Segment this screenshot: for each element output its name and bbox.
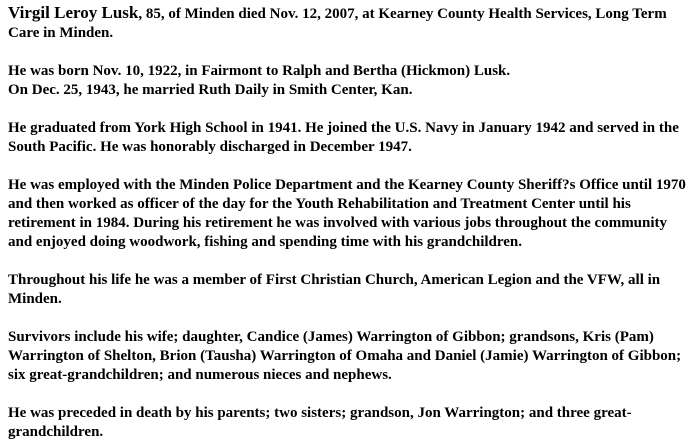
obituary-document bbox=[8, 3, 686, 442]
marriage-text: On Dec. 25, 1943, he married Ruth Daily in Smith Center, Kan. bbox=[8, 82, 413, 98]
birth-text: He was born Nov. 10, 1922, in Fairmont to Ralph and Bertha (Hickmon) Lusk. bbox=[8, 63, 511, 79]
preceded-paragraph: He was preceded in death by his parents; two sisters; grandson, Jon Warrington; and three great-grandchildren. bbox=[8, 405, 632, 440]
memberships-paragraph: Throughout his life he was a member of First Christian Church, American Legion and the VFW, all in Minden. bbox=[8, 272, 661, 307]
survivors-paragraph: Survivors include his wife; daughter, Candice (James) Warrington of Gibbon; grandsons, Kris (Pam) Warrington of Shelton, Brion (Tausha) Warrington of Omaha and Daniel (Jamie) Warrington of Gibbon; six great-grandchildren; and numerous nieces and nephews. bbox=[8, 329, 682, 383]
intro-paragraph bbox=[8, 3, 686, 43]
deceased-name: Virgil Leroy Lusk bbox=[8, 3, 139, 22]
education-service-paragraph: He graduated from York High School in 1941. He joined the U.S. Navy in January 1942 and served in the South Pacific. He was honorably discharged in December 1947. bbox=[8, 120, 679, 155]
career-paragraph: He was employed with the Minden Police Department and the Kearney County Sheriff?s Office until 1970 and then worked as officer of the day for the Youth Rehabilitation and Treatment Center until his retirement in 1984. During his retirement he was involved with various jobs throughout the community and enjoyed doing woodwork, fishing and spending time with his grandchildren. bbox=[8, 177, 686, 250]
birth-marriage-paragraph bbox=[8, 62, 686, 100]
intro-text: , 85, of Minden died Nov. 12, 2007, at Kearney County Health Services, Long Term Care in Minden. bbox=[8, 6, 667, 41]
